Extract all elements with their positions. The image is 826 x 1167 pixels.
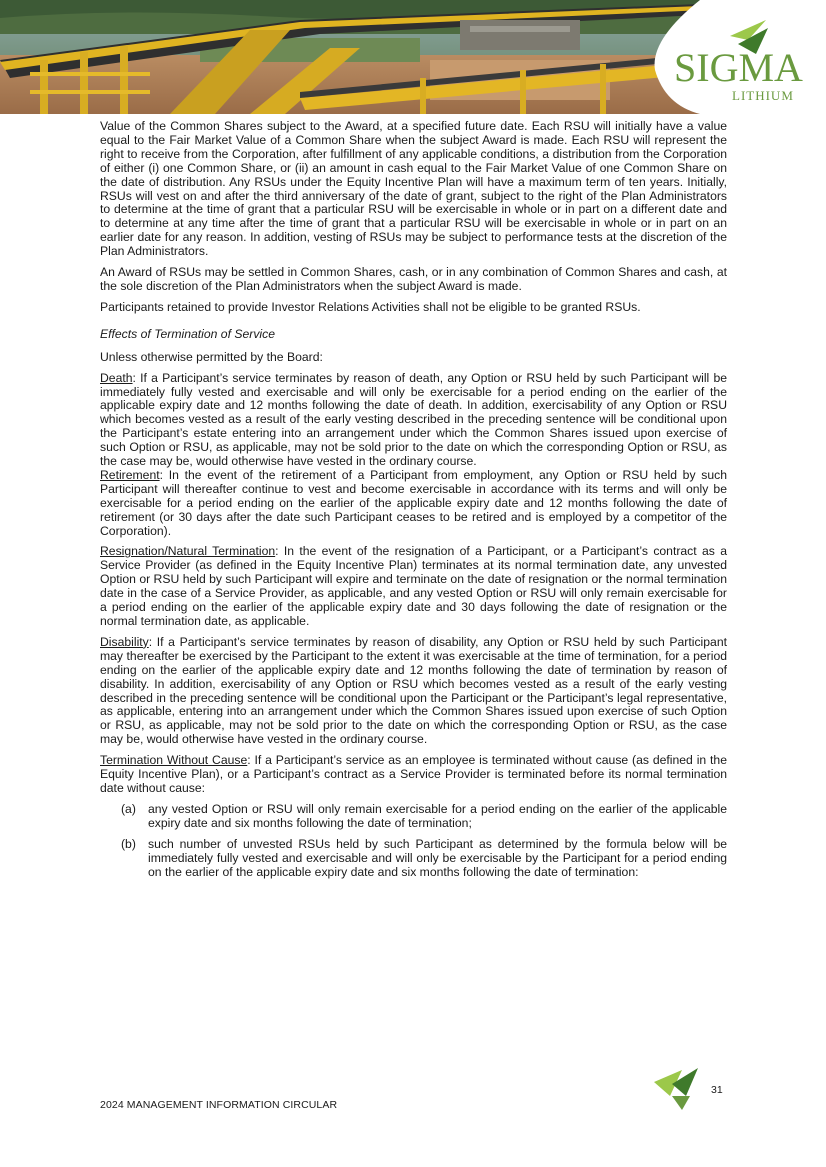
header-banner	[0, 0, 826, 114]
disability-label: Disability	[100, 634, 149, 649]
section-heading: Effects of Termination of Service	[100, 326, 275, 341]
rsu-settlement-paragraph: An Award of RSUs may be settled in Common Shares, cash, or in any combination of Common Shares and cash, at the sole discretion of the Plan Administrators when the subject Award is made.	[100, 265, 727, 293]
disability-text: : If a Participant’s service terminates by reason of disability, any Option or RSU held by such Participant may thereafter be exercised by the Participant to the extent it was exercisable at the time of termination, for a period ending on the earlier of the applicable expiry date and 12 months following the date of termination by reason of disability. In addition, exercisability of any Option or RSU which becomes vested as a result of the early vesting described in the preceding sentence will be conditional upon the Participant or the Participant’s legal representative, as applicable, entering into an arrangement under which the Common Shares issued upon exercise of such Option or RSU, as applicable, may not be sold prior to the date on which the corresponding Option or RSU, as the case may be, would otherwise have vested in the ordinary course.	[100, 634, 727, 747]
twc-label: Termination Without Cause	[100, 753, 248, 768]
list-item	[121, 803, 727, 831]
list-text: such number of unvested RSUs held by such Participant as determined by the formula below will be immediately fully vested and exercisable and will only be exercisable by the Participant for a period ending on the earlier of the applicable expiry date and six months following the date of termination:	[148, 836, 727, 879]
termination-without-cause-paragraph	[100, 754, 727, 796]
resignation-paragraph	[100, 545, 727, 628]
death-text: : If a Participant’s service terminates by reason of death, any Option or RSU held by such Participant will be immediately fully vested and exercisable and will only be exercisable for a period ending on the earlier of the applicable expiry date and 12 months following the date of death. In addition, exercisability of any Option or RSU which becomes vested as a result of the early vesting described in the preceding sentence will be conditional upon the Participant’s estate entering into an arrangement under which the Common Shares issued upon exercise of such Option or RSU, as applicable, may not be sold prior to the date on which the corresponding Option or RSU, as the case may be, would otherwise have vested in the ordinary course.	[100, 370, 727, 469]
resignation-label: Resignation/Natural Termination	[100, 544, 276, 559]
logo-sub: LITHIUM	[732, 88, 794, 103]
ir-paragraph: Participants retained to provide Investor Relations Activities shall not be eligible to be granted RSUs.	[100, 299, 641, 314]
list-marker: (a)	[121, 801, 136, 816]
retirement-label: Retirement	[100, 467, 160, 482]
logo-word: SIGMA	[674, 45, 803, 90]
death-paragraph	[100, 372, 727, 469]
resignation-text: : In the event of the resignation of a Participant, or a Participant’s contract as a Service Provider (as defined in the Equity Incentive Plan) terminates at its normal termination date, any unvested Option or RSU held by such Participant will expire and terminate on the date of resignation or the normal termination date in the case of a Service Provider, as applicable, and any vested Option or RSU will only remain exercisable for a period ending on the earlier of the applicable expiry date and 30 days following the date of resignation or the normal termination date, as applicable.	[100, 544, 727, 628]
death-label: Death	[100, 370, 133, 385]
sigma-lithium-logo	[668, 18, 818, 108]
retirement-text: : In the event of the retirement of a Participant from employment, any Option or RSU held by such Participant will thereafter continue to vest and become exercisable in accordance with its terms and will only be exercisable for a period ending on the earlier of the applicable expiry date and 12 months following the date of retirement (or 30 days after the date such Participant ceases to be retired and is employed by a competitor of the Corporation).	[100, 467, 727, 538]
twc-text: : If a Participant’s service as an employee is terminated without cause (as defined in the Equity Incentive Plan), or a Participant’s contract as a Service Provider is terminated before its normal termination date without cause:	[100, 753, 727, 795]
page-number: 31	[711, 1084, 723, 1096]
document-body	[100, 120, 727, 886]
intro-paragraph: Unless otherwise permitted by the Board:	[100, 349, 323, 364]
footer-logo-icon	[652, 1066, 700, 1115]
list-text: any vested Option or RSU will only remain exercisable for a period ending on the earlier of the applicable expiry date and six months following the date of termination;	[148, 801, 727, 830]
rsu-paragraph: Value of the Common Shares subject to the Award, at a specified future date. Each RSU will initially have a value equal to the Fair Market Value of a Common Share when the subject Award is made. Each RSU will represent the right to receive from the Corporation, after fulfillment of any applicable conditions, a distribution from the Corporation of either (i) one Common Share, or (ii) an amount in cash equal to the Fair Market Value of one Common Share on the date of distribution. Any RSUs under the Equity Incentive Plan will have a maximum term of ten years. Initially, RSUs will vest on and after the third anniversary of the date of grant, subject to the right of the Plan Administrators to determine at the time of grant that a particular RSU will be exercisable in whole or in part on a different date and to determine at any time after the time of grant that a particular RSU will be exercisable in whole or in part on an earlier date for any reason. In addition, vesting of RSUs may be subject to performance tests at the discretion of the Plan Administrators.	[100, 119, 727, 259]
retirement-paragraph	[100, 469, 727, 539]
footer-title: 2024 MANAGEMENT INFORMATION CIRCULAR	[100, 1099, 338, 1111]
disability-paragraph	[100, 636, 727, 747]
list-marker: (b)	[121, 836, 136, 851]
list-item	[121, 838, 727, 880]
